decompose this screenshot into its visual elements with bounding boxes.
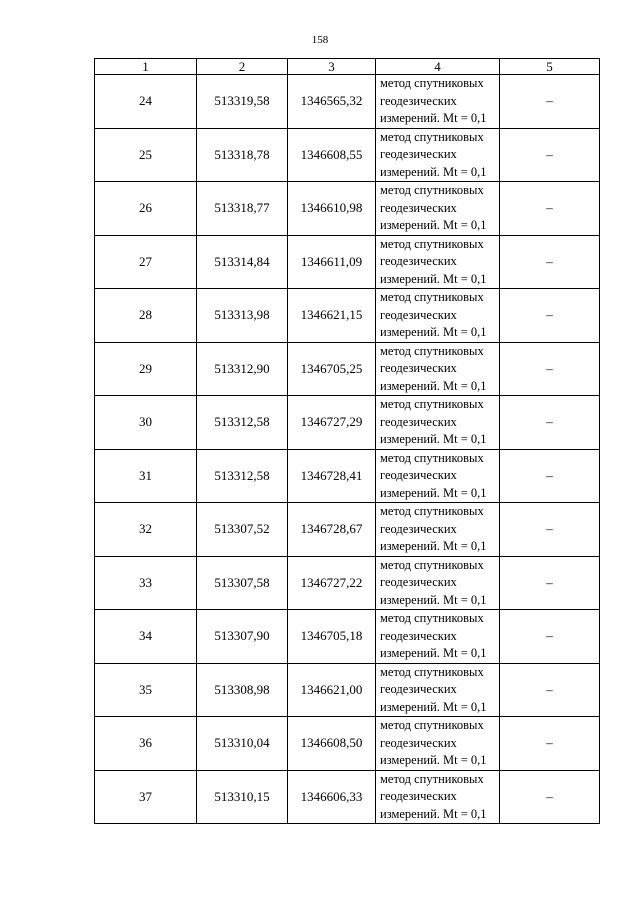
point-number-cell: 28 — [95, 289, 197, 343]
x-coordinate-cell: 513312,90 — [197, 342, 288, 396]
y-coordinate-cell: 1346610,98 — [288, 182, 376, 236]
x-coordinate-cell: 513314,84 — [197, 235, 288, 289]
method-line: геодезических — [380, 307, 457, 322]
point-number-cell: 36 — [95, 717, 197, 771]
method-cell — [376, 770, 500, 824]
method-cell — [376, 289, 500, 343]
x-coordinate-cell: 513319,58 — [197, 75, 288, 129]
x-coordinate-cell: 513318,77 — [197, 182, 288, 236]
method-line: метод спутниковых — [380, 397, 484, 411]
column-header-4: 4 — [376, 59, 500, 75]
x-coordinate-cell: 513307,90 — [197, 610, 288, 664]
method-line: геодезических — [380, 789, 457, 803]
table-row — [95, 503, 600, 557]
method-cell — [376, 717, 500, 771]
point-number-cell: 34 — [95, 610, 197, 664]
method-line: измерений. Mt = 0,1 — [380, 753, 487, 767]
method-line: метод спутниковых — [380, 771, 484, 786]
method-line: геодезических — [380, 521, 457, 536]
x-coordinate-cell: 513310,04 — [197, 717, 288, 771]
method-cell — [376, 503, 500, 557]
table-row — [95, 717, 600, 771]
y-coordinate-cell: 1346727,29 — [288, 396, 376, 450]
method-line: метод спутниковых — [380, 290, 484, 304]
column5-cell: – — [500, 663, 600, 717]
method-line: измерений. Mt = 0,1 — [380, 432, 487, 446]
page-number: 158 — [311, 34, 329, 46]
method-cell — [376, 182, 500, 236]
method-line: измерений. Mt = 0,1 — [380, 111, 487, 125]
x-coordinate-cell: 513310,15 — [197, 770, 288, 824]
method-line: геодезических — [380, 147, 457, 161]
method-line: метод спутниковых — [380, 504, 484, 518]
method-line: измерений. Mt = 0,1 — [380, 485, 487, 500]
column5-cell: – — [500, 182, 600, 236]
method-line: геодезических — [380, 414, 457, 429]
column-header-5: 5 — [500, 59, 600, 75]
table-row — [95, 610, 600, 664]
x-coordinate-cell: 513308,98 — [197, 663, 288, 717]
method-cell — [376, 128, 500, 182]
table-row — [95, 75, 600, 129]
point-number-cell: 33 — [95, 556, 197, 610]
method-line: метод спутниковых — [380, 183, 484, 197]
table-row — [95, 556, 600, 610]
column5-cell: – — [500, 342, 600, 396]
table-row — [95, 449, 600, 503]
method-line: измерений. Mt = 0,1 — [380, 378, 487, 393]
x-coordinate-cell: 513318,78 — [197, 128, 288, 182]
method-line: метод спутниковых — [380, 76, 484, 90]
method-line: геодезических — [380, 735, 457, 750]
method-line: геодезических — [380, 628, 457, 643]
method-line: геодезических — [380, 93, 457, 108]
coordinates-table — [94, 58, 600, 824]
column-header-2: 2 — [197, 59, 288, 75]
column-header-1: 1 — [95, 59, 197, 75]
method-line: измерений. Mt = 0,1 — [380, 164, 487, 179]
point-number-cell: 37 — [95, 770, 197, 824]
method-line: метод спутниковых — [380, 718, 484, 732]
method-cell — [376, 342, 500, 396]
method-line: геодезических — [380, 200, 457, 215]
method-cell — [376, 396, 500, 450]
x-coordinate-cell: 513313,98 — [197, 289, 288, 343]
table-row — [95, 396, 600, 450]
point-number-cell: 27 — [95, 235, 197, 289]
y-coordinate-cell: 1346728,41 — [288, 449, 376, 503]
column5-cell: – — [500, 770, 600, 824]
method-line: метод спутниковых — [380, 557, 484, 572]
table-row — [95, 128, 600, 182]
column5-cell: – — [500, 396, 600, 450]
column5-cell: – — [500, 556, 600, 610]
method-line: измерений. Mt = 0,1 — [380, 806, 487, 821]
method-line: метод спутниковых — [380, 664, 484, 679]
method-line: метод спутниковых — [380, 611, 484, 625]
x-coordinate-cell: 513312,58 — [197, 396, 288, 450]
method-line: измерений. Mt = 0,1 — [380, 646, 487, 660]
method-cell — [376, 663, 500, 717]
method-line: измерений. Mt = 0,1 — [380, 592, 487, 607]
y-coordinate-cell: 1346565,32 — [288, 75, 376, 129]
method-line: метод спутниковых — [380, 129, 484, 144]
method-cell — [376, 610, 500, 664]
table-row — [95, 663, 600, 717]
point-number-cell: 31 — [95, 449, 197, 503]
point-number-cell: 30 — [95, 396, 197, 450]
table-header-row — [95, 59, 600, 75]
method-cell — [376, 75, 500, 129]
table-row — [95, 235, 600, 289]
method-line: измерений. Mt = 0,1 — [380, 271, 487, 286]
method-line: геодезических — [380, 682, 457, 696]
column5-cell: – — [500, 235, 600, 289]
method-line: измерений. Mt = 0,1 — [380, 699, 487, 714]
method-cell — [376, 235, 500, 289]
y-coordinate-cell: 1346621,00 — [288, 663, 376, 717]
method-line: метод спутниковых — [380, 236, 484, 251]
point-number-cell: 26 — [95, 182, 197, 236]
method-line: метод спутниковых — [380, 343, 484, 358]
table-row — [95, 342, 600, 396]
column5-cell: – — [500, 289, 600, 343]
y-coordinate-cell: 1346608,50 — [288, 717, 376, 771]
point-number-cell: 25 — [95, 128, 197, 182]
column5-cell: – — [500, 610, 600, 664]
method-line: измерений. Mt = 0,1 — [380, 218, 487, 232]
method-line: метод спутниковых — [380, 450, 484, 465]
method-cell — [376, 449, 500, 503]
method-line: геодезических — [380, 468, 457, 482]
method-line: геодезических — [380, 254, 457, 268]
table-row — [95, 182, 600, 236]
point-number-cell: 29 — [95, 342, 197, 396]
method-line: геодезических — [380, 361, 457, 375]
x-coordinate-cell: 513307,52 — [197, 503, 288, 557]
y-coordinate-cell: 1346728,67 — [288, 503, 376, 557]
table-row — [95, 289, 600, 343]
method-line: геодезических — [380, 575, 457, 589]
x-coordinate-cell: 513312,58 — [197, 449, 288, 503]
method-cell — [376, 556, 500, 610]
y-coordinate-cell: 1346606,33 — [288, 770, 376, 824]
point-number-cell: 24 — [95, 75, 197, 129]
column-header-3: 3 — [288, 59, 376, 75]
x-coordinate-cell: 513307,58 — [197, 556, 288, 610]
point-number-cell: 32 — [95, 503, 197, 557]
method-line: измерений. Mt = 0,1 — [380, 539, 487, 553]
y-coordinate-cell: 1346608,55 — [288, 128, 376, 182]
table-row — [95, 770, 600, 824]
y-coordinate-cell: 1346705,18 — [288, 610, 376, 664]
y-coordinate-cell: 1346705,25 — [288, 342, 376, 396]
column5-cell: – — [500, 717, 600, 771]
column5-cell: – — [500, 75, 600, 129]
y-coordinate-cell: 1346611,09 — [288, 235, 376, 289]
column5-cell: – — [500, 449, 600, 503]
y-coordinate-cell: 1346727,22 — [288, 556, 376, 610]
y-coordinate-cell: 1346621,15 — [288, 289, 376, 343]
column5-cell: – — [500, 128, 600, 182]
method-line: измерений. Mt = 0,1 — [380, 325, 487, 339]
point-number-cell: 35 — [95, 663, 197, 717]
column5-cell: – — [500, 503, 600, 557]
